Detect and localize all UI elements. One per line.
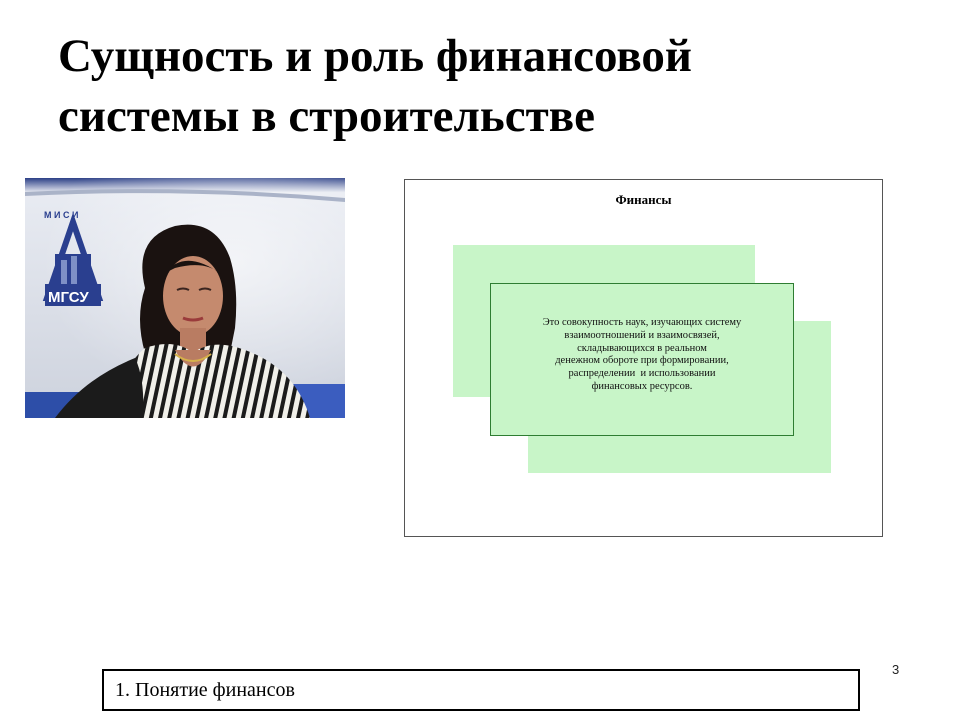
video-frame-image [25,178,345,418]
definition-line: распределении и использовании [568,368,716,380]
page-number: 3 [892,662,900,677]
definition-line: взаимоотношений и взаимосвязей, [564,329,720,341]
slide-title [58,26,898,146]
slide-title-line-1: Сущность и роль финансовой [58,30,692,82]
logo-top-text: М И С И [44,210,79,220]
definition-card [490,283,794,436]
definition-text [491,317,793,394]
section-caption-box [102,669,860,711]
slide-title-line-2: системы в строительстве [58,90,595,142]
definition-line: финансовых ресурсов. [591,380,693,392]
definition-line: денежном обороте при формировании, [555,355,729,367]
section-caption: 1. Понятие финансов [115,679,295,701]
diagram-title: Финансы [615,192,672,207]
definition-line: Это совокупность наук, изучающих систему [542,317,742,328]
definition-line: складывающихся в реальном [577,342,707,354]
logo-bottom-text: МГСУ [48,289,89,306]
definition-diagram [404,179,883,537]
lecture-video[interactable] [25,178,345,418]
